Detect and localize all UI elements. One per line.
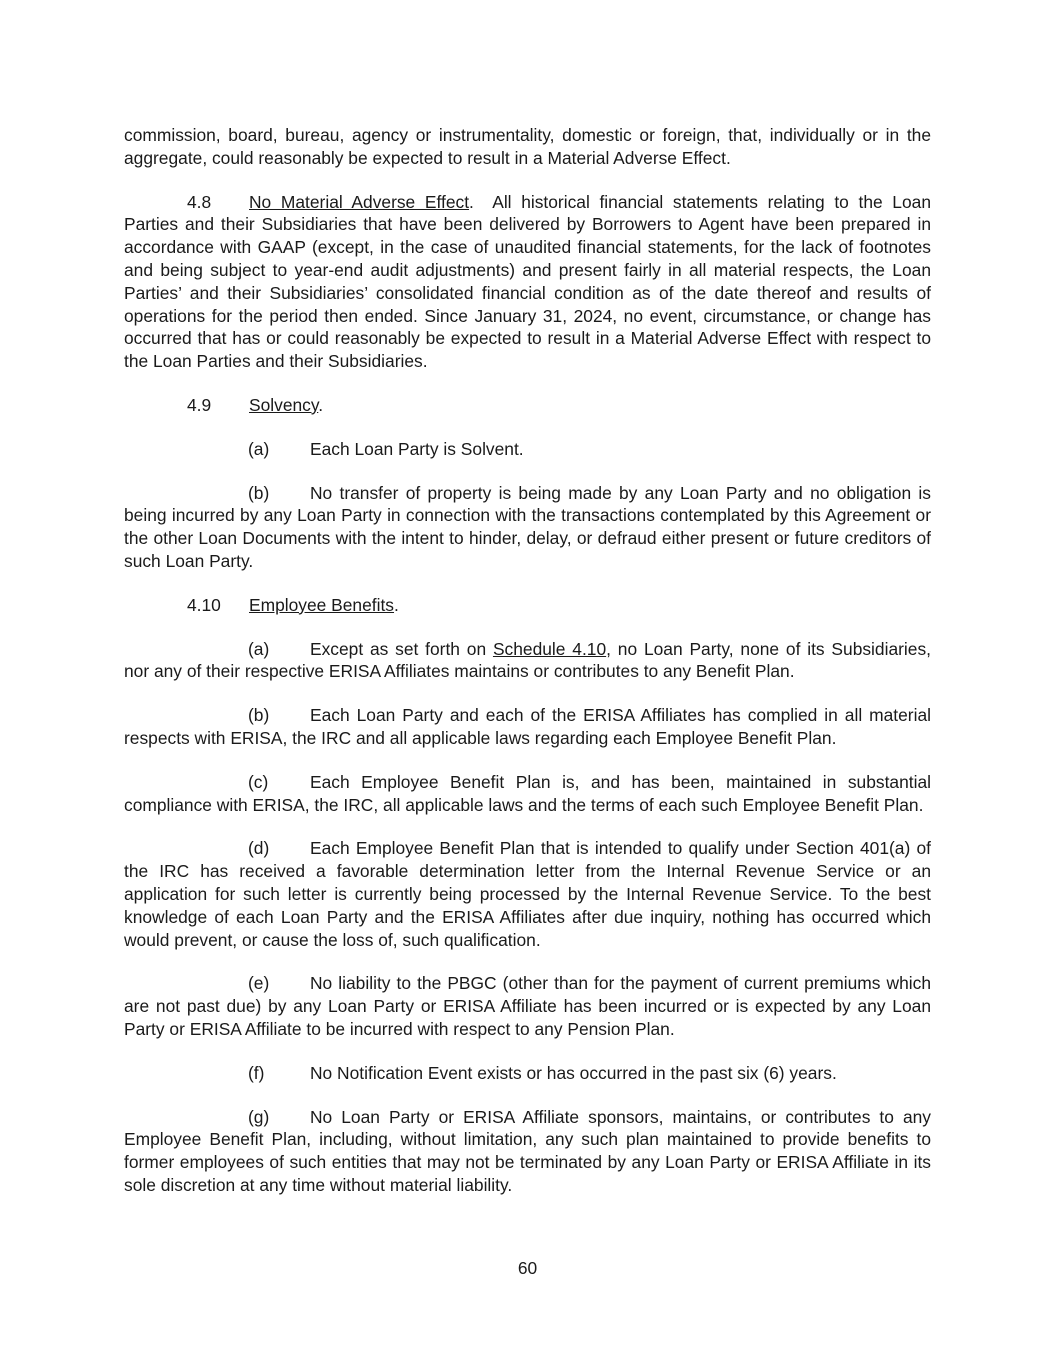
section-4-10-e [124, 972, 931, 1040]
section-4-10-g [124, 1106, 931, 1197]
section-4-10-c-label: (c) [248, 771, 269, 792]
section-4-10-f-label: (f) [248, 1062, 265, 1083]
section-4-10-g-text: No Loan Party or ERISA Affiliate sponsors, maintains, or contributes to any Employee Benefit Plan, including, without limitation, any such plan maintained to provide benefits to former employees of such entities that may not be terminated by any Loan Party or ERISA Affiliate in its sole discretion at any time without material liability. [124, 1106, 931, 1195]
section-4-9-b [124, 482, 931, 573]
section-4-10-g-label: (g) [248, 1106, 270, 1127]
section-4-10-a-text-after: , no Loan Party, none of its Subsidiaries, nor any of their respective ERISA Affiliates maintains or contributes to any Benefit Plan. [124, 638, 931, 682]
section-4-9-b-text: No transfer of property is being made by any Loan Party and no obligation is being incurred by any Loan Party in connection with the transactions contemplated by this Agreement or the other Loan Documents with the intent to hinder, delay, or defraud either present or future creditors of such Loan Party. [124, 482, 931, 571]
section-4-10-b [124, 704, 931, 750]
section-4-9-b-label: (b) [248, 482, 270, 503]
page-number: 60 [517, 1258, 538, 1278]
section-4-10-a [124, 638, 931, 684]
section-4-10-heading: Employee Benefits [249, 594, 395, 615]
section-4-9-a-text: Each Loan Party is Solvent. [310, 438, 524, 459]
section-4-10-d-label: (d) [248, 838, 270, 859]
section-4-9-a [124, 438, 931, 461]
section-4-10-f [124, 1062, 931, 1085]
section-4-10-b-label: (b) [248, 705, 270, 726]
section-4-10-b-text: Each Loan Party and each of the ERISA Affiliates has complied in all material respects with ERISA, the IRC and all applicable laws regarding each Employee Benefit Plan. [124, 705, 931, 748]
section-4-9-number: 4.9 [187, 394, 212, 415]
section-4-10-f-text: No Notification Event exists or has occurred in the past six (6) years. [310, 1062, 837, 1083]
section-4-8-heading: No Material Adverse Effect [249, 191, 470, 212]
section-4-8-heading-punct: . [469, 191, 493, 212]
section-4-8-number: 4.8 [187, 191, 212, 212]
section-4-10-d-text: Each Employee Benefit Plan that is intended to qualify under Section 401(a) of the IRC has received a favorable determination letter from the Internal Revenue Service or an application for such letter is currently being processed by the Internal Revenue Service. To the best knowledge of each Loan Party and the ERISA Affiliates after due inquiry, nothing has occurred which would prevent, or cause the loss of, such qualification. [124, 838, 931, 950]
section-4-10-d [124, 837, 931, 951]
section-4-10-c-text: Each Employee Benefit Plan is, and has been, maintained in substantial compliance with ERISA, the IRC, all applicable laws and the terms of each such Employee Benefit Plan. [124, 771, 931, 815]
schedule-4-10-reference: Schedule 4.10 [492, 638, 607, 659]
intro-paragraph: commission, board, bureau, agency or instrumentality, domestic or foreign, that, individually or in the aggregate, could reasonably be expected to result in a Material Adverse Effect. [124, 125, 931, 168]
section-4-10-e-text: No liability to the PBGC (other than for the payment of current premiums which are not past due) by any Loan Party or ERISA Affiliate has been incurred or is expected by any Loan Party or ERISA Affiliate to be incurred with respect to any Pension Plan. [124, 973, 931, 1039]
section-4-9-heading-punct: . [318, 394, 324, 415]
section-4-10 [124, 594, 931, 617]
section-4-8-body: All historical financial statements relating to the Loan Parties and their Subsidiaries that have been delivered by Borrowers to Agent have been prepared in accordance with GAAP (except, in the case of unaudited financial statements, for the lack of footnotes and being subject to year-end audit adjustments) and present fairly in all material respects, the Loan Parties’ and their Subsidiaries’ consolidated financial condition as of the date thereof and results of operations for the period then ended. Since January 31, 2024, no event, circumstance, or change has occurred that has or could reasonably be expected to result in a Material Adverse Effect with respect to the Loan Parties and their Subsidiaries. [124, 191, 931, 372]
section-4-10-heading-punct: . [394, 594, 399, 615]
section-4-10-c [124, 771, 931, 817]
section-4-8 [124, 191, 931, 373]
section-4-10-a-label: (a) [248, 638, 270, 659]
document-body [124, 124, 931, 1218]
section-4-10-e-label: (e) [248, 973, 270, 994]
section-4-9 [124, 394, 931, 417]
section-4-10-number: 4.10 [187, 594, 221, 615]
section-4-9-a-label: (a) [248, 438, 270, 459]
section-4-9-heading: Solvency [249, 394, 319, 415]
section-4-10-a-text-before: Except as set forth on [310, 638, 493, 659]
